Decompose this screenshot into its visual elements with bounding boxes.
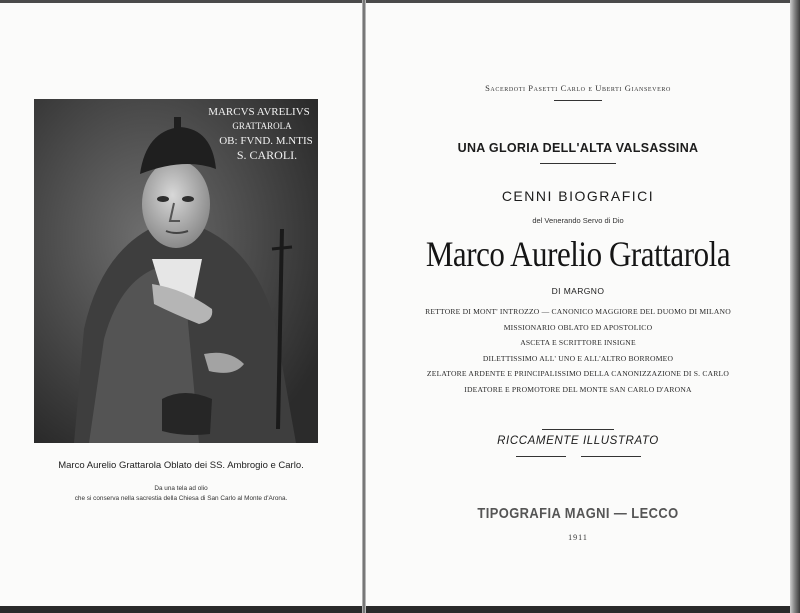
illustrated-note: RICCAMENTE ILLUSTRATO — [497, 435, 659, 447]
portrait-caption: Marco Aurelio Grattarola Oblato dei SS. Ambrogio e Carlo. — [58, 460, 304, 471]
title-line-1: RETTORE DI MONT' INTROZZO — CANONICO MAGGIORE DEL DUOMO DI MILANO — [425, 307, 731, 316]
rule-under-authors — [554, 100, 602, 101]
title-page — [366, 3, 790, 606]
dedication-line: del Venerando Servo di Dio — [532, 216, 624, 225]
rule-below-illustrated-left — [516, 456, 566, 457]
subject-titles — [366, 304, 790, 397]
inscription-line-2: GRATTAROLA — [232, 121, 292, 131]
inscription-line-4: S. CAROLI. — [236, 148, 298, 162]
inscription-line-1: MARCVS AVRELIVS — [208, 106, 310, 118]
rule-under-series-title — [540, 163, 616, 164]
printer-stamp: TIPOGRAFIA MAGNI — LECCO — [477, 505, 679, 522]
subtitle: CENNI BIOGRAFICI — [501, 188, 655, 204]
portrait-image — [34, 99, 318, 443]
subject-origin: DI MARGNO — [551, 286, 605, 296]
source-line-1: Da una tela ad olio — [154, 485, 208, 492]
title-line-5: ZELATORE ARDENTE E PRINCIPALISSIMO DELLA CANONIZZAZIONE DI S. CARLO — [426, 369, 730, 378]
scan-edge-bottom — [0, 606, 800, 613]
series-title: UNA GLORIA DELL'ALTA VALSASSINA — [457, 141, 699, 155]
title-line-6: IDEATORE E PROMOTORE DEL MONTE SAN CARLO D'ARONA — [464, 384, 692, 394]
inscription-line-3: OB: FVND. M.NTIS — [219, 135, 313, 147]
portrait-source-note — [0, 484, 362, 503]
portrait-painting — [34, 99, 318, 443]
rule-above-illustrated — [542, 429, 614, 430]
left-page — [0, 3, 362, 606]
rule-below-illustrated-right — [581, 456, 641, 457]
title-line-2: MISSIONARIO OBLATO ED APOSTOLICO — [503, 322, 653, 332]
title-line-4: DILETTISSIMO ALL' UNO E ALL'ALTRO BORROMEO — [482, 353, 674, 363]
authors-line: Sacerdoti Pasetti Carlo e Uberti Giansevero — [485, 83, 671, 93]
scan-edge-right — [790, 0, 800, 613]
publication-year: 1911 — [568, 533, 588, 542]
title-line-3: ASCETA E SCRITTORE INSIGNE — [520, 338, 636, 347]
subject-name: Marco Aurelio Grattarola — [425, 234, 731, 274]
source-line-2: che si conserva nella sacrestia della Chiesa di San Carlo al Monte d'Arona. — [74, 494, 288, 502]
